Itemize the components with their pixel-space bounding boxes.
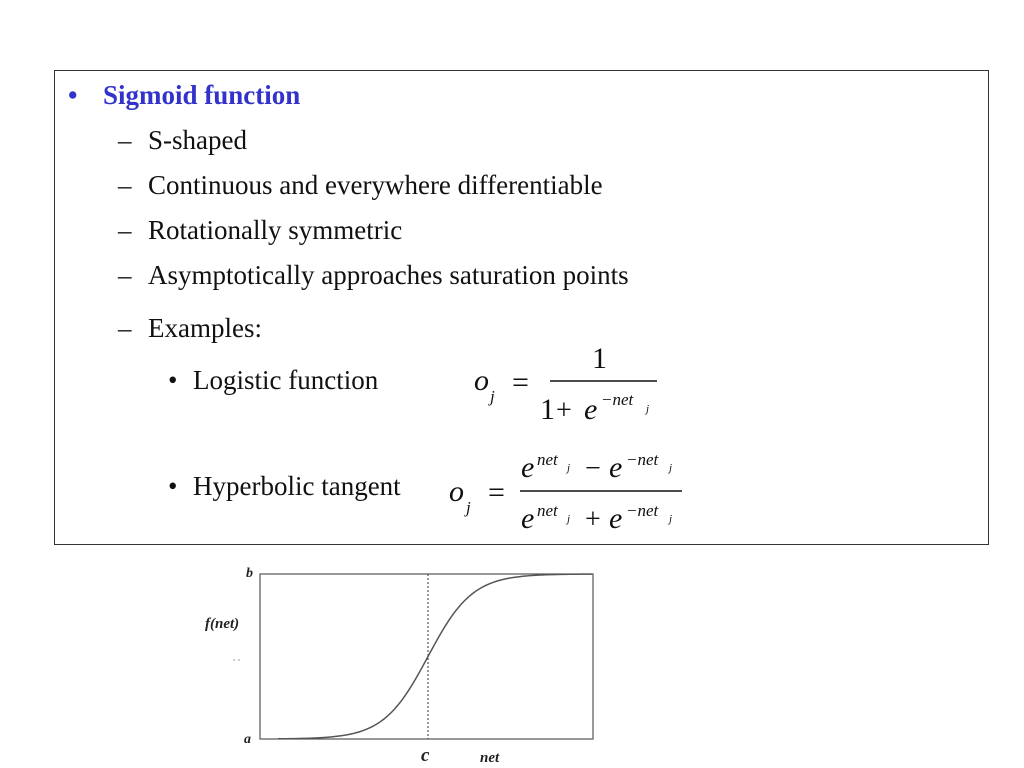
- formula-exp-neg: −net: [626, 501, 659, 520]
- property-item: [118, 215, 402, 246]
- formula-exponent: −net: [601, 390, 634, 409]
- formula-e: e: [521, 502, 535, 535]
- formula-exp-pos: net: [537, 501, 558, 520]
- dash-marker: –: [118, 215, 132, 245]
- heading-bullet: [68, 80, 300, 111]
- property-text: Rotationally symmetric: [148, 215, 403, 245]
- formula-exp-sub: j: [669, 462, 673, 474]
- dash-marker: –: [118, 260, 132, 290]
- formula-equals: =: [512, 366, 529, 399]
- property-text: Continuous and everywhere differentiable: [148, 170, 603, 200]
- example-logistic: [168, 365, 378, 396]
- logistic-formula: [470, 340, 690, 430]
- formula-exp-sub: j: [669, 513, 673, 525]
- dash-marker: –: [118, 170, 132, 200]
- sigmoid-curve: [278, 574, 592, 739]
- bullet-dot: •: [68, 80, 78, 110]
- dash-marker: –: [118, 125, 132, 155]
- formula-lhs-sub: j: [490, 387, 495, 406]
- formula-e: e: [609, 451, 623, 484]
- property-item: [118, 260, 629, 291]
- y-axis-label: f(net): [205, 616, 240, 632]
- example-name: Logistic function: [193, 365, 379, 395]
- formula-e: e: [609, 502, 623, 535]
- formula-exp-sub: j: [567, 462, 571, 474]
- formula-exponent-sub: j: [646, 403, 650, 415]
- property-text: S-shaped: [148, 125, 247, 155]
- bullet-dot: •: [168, 471, 178, 501]
- formula-exp-sub: j: [567, 513, 571, 525]
- formula-lhs: o: [474, 364, 489, 397]
- formula-exp-pos: net: [537, 450, 558, 469]
- formula-minus: −: [585, 453, 601, 484]
- sigmoid-plot: [200, 558, 600, 768]
- example-name: Hyperbolic tangent: [193, 471, 401, 501]
- x-mark-label: c: [421, 745, 430, 766]
- formula-plus: +: [585, 504, 601, 535]
- property-item: [118, 125, 247, 156]
- formula-e: e: [521, 451, 535, 484]
- tanh-formula: [445, 444, 690, 539]
- formula-equals: =: [488, 476, 505, 509]
- formula-lhs: o: [449, 475, 464, 508]
- y-bottom-label: a: [244, 732, 251, 747]
- formula-plus: +: [556, 395, 572, 426]
- property-text: Asymptotically approaches saturation points: [148, 260, 629, 290]
- example-tanh: [168, 471, 401, 502]
- formula-lhs-sub: j: [466, 498, 471, 517]
- plot-frame: [260, 574, 593, 739]
- x-axis-label: net: [480, 750, 500, 766]
- bullet-dot: •: [168, 365, 178, 395]
- y-top-label: b: [246, 566, 253, 581]
- formula-denominator-one: 1: [540, 393, 555, 426]
- formula-exp-neg: −net: [626, 450, 659, 469]
- property-item: [118, 170, 603, 201]
- heading-text: Sigmoid function: [103, 80, 301, 110]
- examples-label: Examples:: [148, 313, 262, 343]
- dash-marker: –: [118, 313, 132, 343]
- formula-numerator: 1: [592, 342, 607, 375]
- examples-item: [118, 313, 262, 344]
- formula-e: e: [584, 393, 598, 426]
